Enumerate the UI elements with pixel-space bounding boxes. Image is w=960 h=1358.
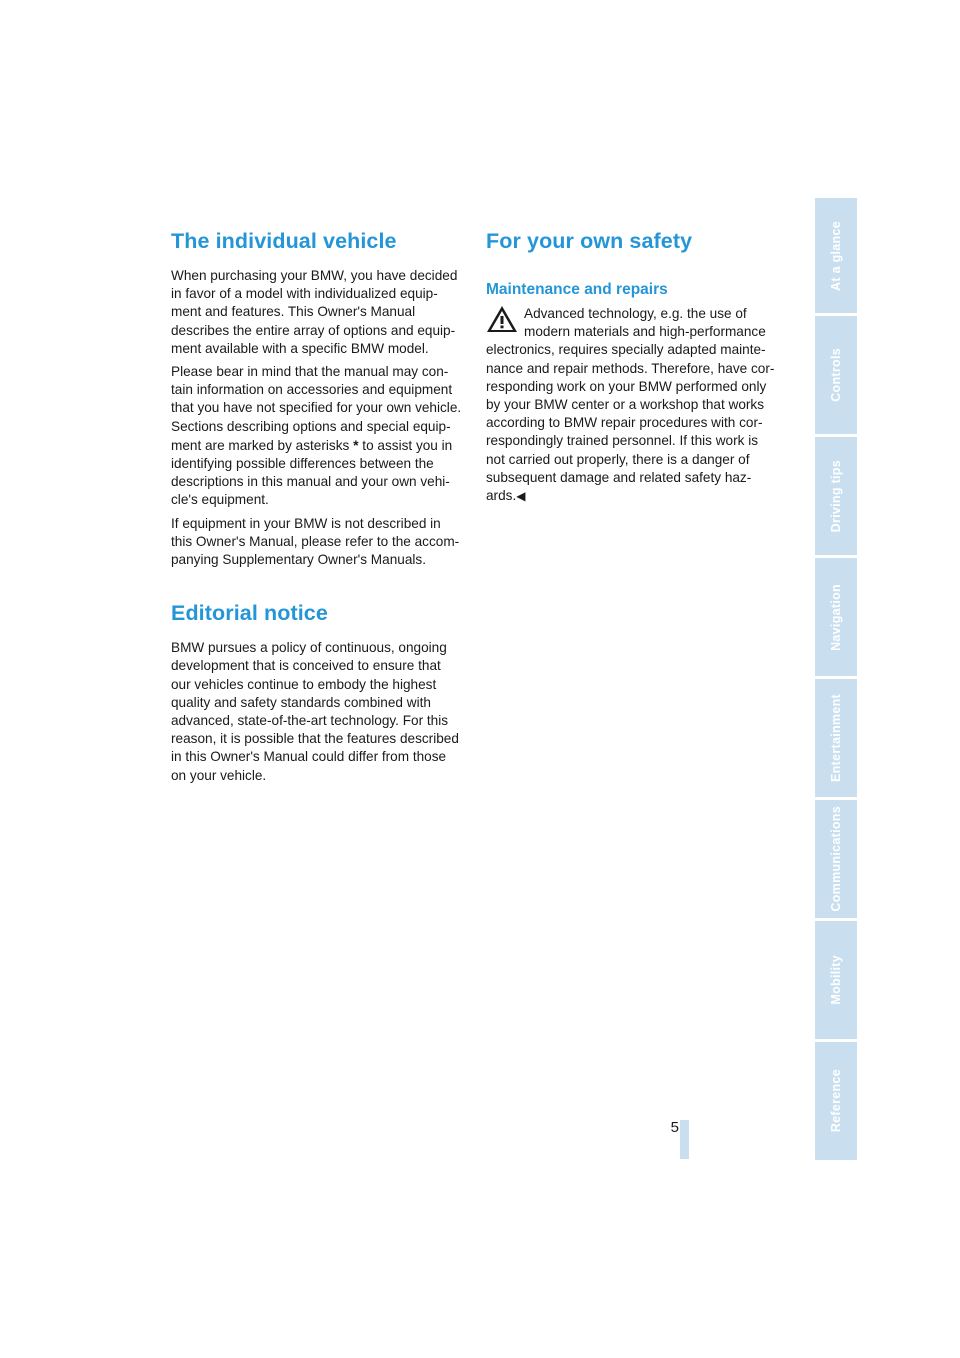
heading-individual-vehicle: The individual vehicle [171, 229, 397, 253]
paragraph-supplementary: If equipment in your BMW is not described in this Owner's Manual, please refer to the accom-panying Supplementary Owner's Manuals. [171, 515, 460, 568]
tab-driving-tips[interactable]: Driving tips [815, 437, 857, 555]
tab-entertainment[interactable]: Entertainment [815, 679, 857, 797]
heading-editorial-notice: Editorial notice [171, 601, 328, 626]
asterisk-icon: * [353, 436, 359, 453]
page-number-bar [680, 1120, 689, 1159]
warning-block [486, 305, 778, 505]
warning-triangle-icon [486, 305, 518, 333]
paragraph-bear-in-mind-part2: to assist you in identifying possible differences between the descriptions in this manual and your own vehi-cle's equipment. [171, 437, 453, 508]
tab-communications[interactable]: Communications [815, 800, 857, 918]
end-mark-icon: ◀ [516, 489, 526, 504]
tab-mobility[interactable]: Mobility [815, 921, 857, 1039]
paragraph-bear-in-mind [171, 363, 463, 510]
heading-own-safety: For your own safety [486, 229, 693, 253]
chapter-tabs [815, 198, 857, 1160]
paragraph-editorial: BMW pursues a policy of continuous, ongoing development that is conceived to ensure that our vehicles continue to embody the highest quality and safety standards combined with advanced, state-of-the-art technology. For this reason, it is possible that the features described in this Owner's Manual could differ from those on your vehicle. [171, 640, 459, 783]
paragraph-bear-in-mind-part1: Please bear in mind that the manual may con-tain information on accessories and equipment that you have not specified for your own vehicle. Sections describing options and special equip-ment are marked by asterisks [171, 364, 462, 453]
tab-reference[interactable]: Reference [815, 1042, 857, 1160]
warning-paragraph [486, 305, 778, 505]
subheading-maintenance: Maintenance and repairs [486, 281, 668, 298]
left-column [171, 226, 463, 790]
warning-text: Advanced technology, e.g. the use of modern materials and high-performance electronics, requires specially adapted mainte-nance and repair methods. Therefore, have cor-responding work on your BMW performed only by your BMW center or a workshop that works according to BMW repair procedures with cor-respondingly trained personnel. If this work is not carried out properly, there is a danger of subsequent damage and related safety haz-ards. [486, 306, 775, 504]
right-column [486, 226, 778, 510]
tab-controls[interactable]: Controls [815, 316, 857, 434]
tab-at-a-glance[interactable]: At a glance [815, 198, 857, 313]
page-number: 5 [670, 1119, 679, 1136]
paragraph-purchase: When purchasing your BMW, you have decided in favor of a model with individualized equip-ment and features. This Owner's Manual describes the entire array of options and equip-ment available with a specific BMW model. [171, 268, 458, 356]
tab-navigation[interactable]: Navigation [815, 558, 857, 676]
